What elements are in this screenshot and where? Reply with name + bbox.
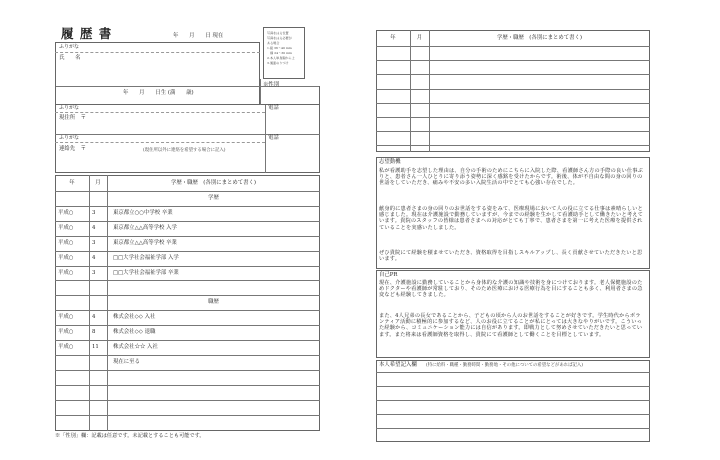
history-row-text: 株式会社☆☆ 入社 (113, 344, 158, 350)
right-history-row[interactable] (376, 46, 650, 47)
history-row-month: 3 (92, 209, 96, 216)
history-row[interactable] (55, 370, 320, 385)
history-section-heading: 職歴 (208, 299, 219, 306)
name-input[interactable] (85, 53, 255, 87)
history-row[interactable] (55, 266, 320, 281)
gender-divider (260, 79, 261, 105)
history-row-text: 東京都立△△高等学校 卒業 (113, 239, 177, 246)
right-history-row[interactable] (376, 60, 650, 61)
history-row-month: 4 (92, 314, 96, 321)
right-history-table (376, 30, 650, 152)
history-col-detail: 学歴・職歴 (各別にまとめて書く) (170, 180, 257, 186)
right-page (376, 30, 650, 442)
history-row[interactable] (55, 415, 320, 430)
phone-input-2[interactable] (267, 143, 317, 171)
contact-input[interactable] (95, 143, 260, 171)
right-col-month: 月 (416, 35, 423, 41)
history-row-year: 平成○ (58, 254, 74, 261)
history-row[interactable] (55, 280, 320, 295)
history-row[interactable] (55, 191, 320, 206)
self-pr-para-1: 現在、介護施設に勤務していることから身体的な介護の知識や技術を身につけております。老人保健施設のためドクターや看護師が常駐しており、そのため医療における医療行為を目にすることも多く、利用者さまの急変なども経験してきました。 (379, 280, 643, 299)
right-history-row[interactable] (376, 89, 650, 90)
history-row-text: 東京都立○○中学校 卒業 (113, 209, 173, 216)
contact-note: (現住所以外に連絡を希望する場合に記入) (143, 148, 226, 153)
motivation-para-2: 献身的に患者さまの身の回りのお世話をする姿をみて、医療現場において人の役に立てる仕事は素晴らしいと感じました。現在は介護施設で勤務していますが、今までの経験を生かして看護助手として働きたいと考えています。貴院のスタッフの皆様は患者さまへの対応がとても丁寧で、患者さまを第一に考えた医療を提供されていることを実感いたしました。 (379, 206, 643, 231)
furigana-input[interactable] (85, 43, 255, 51)
requests-line (376, 386, 650, 387)
history-row-month: 3 (92, 239, 96, 246)
history-row-month: 4 (92, 254, 96, 261)
address-furigana-label: ふりがな (59, 105, 80, 111)
phone-input[interactable] (267, 113, 317, 133)
requests-line (376, 428, 650, 429)
history-row[interactable] (55, 221, 320, 236)
right-history-row[interactable] (376, 74, 650, 75)
history-row-year: 平成○ (58, 224, 74, 231)
address-label: 現住所 〒 (59, 115, 86, 121)
resume-title: 履 歴 書 (61, 26, 113, 41)
right-month-divider (429, 30, 430, 152)
history-row-year: 平成○ (58, 269, 74, 276)
photo-box[interactable] (263, 27, 305, 79)
right-year-divider (410, 30, 411, 152)
self-pr-para-2: また、4人兄弟の長女であることから、子どもの頃から人のお世話をすることが好きです。学生時代からボランティア活動に積極的に参加するなど、人のお役に立てることが私にとっては大きなやりがいです。こういった経験から、コミュニケーション能力には自信があります。即戦力として努めさせていただきたいと思っています。また将来は看護師資格を取得し、貴院にて看護師として働くことを目標としています。 (379, 313, 643, 338)
history-section-heading: 学歴 (208, 195, 219, 201)
date-line: 年 月 日 現在 (173, 33, 224, 39)
history-row[interactable] (55, 400, 320, 415)
right-col-detail: 学歴・職歴 (各別にまとめて書く) (496, 35, 583, 41)
birth-line[interactable]: 年 月 日生 (満 歳) (123, 90, 194, 96)
history-row-text: □□大学社会福祉学部 卒業 (113, 269, 179, 276)
motivation-para-3: ぜひ貴院にて経験を積ませていただき、資格取得を目指しスキルアップし、長く貢献させていただきたいと思います。 (379, 250, 643, 263)
history-row-year: 平成○ (58, 314, 74, 321)
name-label: 氏 名 (59, 55, 81, 61)
contact-furigana-label: ふりがな (59, 135, 80, 141)
requests-note: (特に給料・職種・勤務時間・勤務地・その他についての希望などがあれば記入) (426, 363, 584, 368)
history-row-year: 平成○ (58, 239, 74, 246)
history-row[interactable] (55, 325, 320, 340)
requests-line (376, 400, 650, 401)
history-row-text: 株式会社◇◇ 入社 (113, 314, 156, 321)
footnote: ※「性別」欄：記載は任意です。未記載とすることも可能です。 (55, 433, 205, 439)
history-col-year: 年 (69, 180, 75, 186)
history-col-month: 月 (95, 180, 101, 186)
history-row[interactable] (55, 295, 320, 310)
right-col-year: 年 (390, 35, 396, 41)
right-history-row[interactable] (376, 103, 650, 104)
right-history-row[interactable] (376, 131, 650, 132)
history-row[interactable] (55, 236, 320, 251)
history-row-month: 8 (92, 329, 96, 336)
history-row[interactable] (55, 251, 320, 266)
left-page (55, 22, 321, 442)
history-row[interactable] (55, 355, 320, 370)
requests-line (376, 414, 650, 415)
history-row-year: 平成○ (58, 209, 74, 216)
history-row[interactable] (55, 206, 320, 221)
contact-label: 連絡先 〒 (59, 146, 86, 152)
requests-line (376, 372, 650, 373)
right-history-row[interactable] (376, 117, 650, 118)
address-input[interactable] (95, 113, 260, 133)
motivation-label: 志望動機 (379, 159, 401, 165)
furigana-label: ふりがな (59, 44, 80, 50)
history-row-year: 平成○ (58, 329, 74, 336)
right-history-row[interactable] (376, 145, 650, 146)
address-contact-divider (55, 134, 320, 135)
motivation-para-1: 私が看護助手を志望した理由は、自分の手術のためにこちらに入院した際、看護師さん方の手際の良い仕事ぶりと、患者さん一人ひとりに寄り添う姿勢に深く感銘を受けたからです。術後、体が不自由な間の身の回りの世話をしていただき、痛みや不安の多い入院生活の中でとても心強い存在でした。 (379, 168, 643, 187)
gender-label[interactable]: ※性別 (263, 82, 280, 88)
history-row-text: 現在に至る (113, 358, 140, 365)
history-row-year: 平成○ (58, 344, 74, 350)
phone-divider (265, 105, 266, 173)
phone-label-2: 電話 (268, 135, 279, 141)
requests-label: 本人希望記入欄 (379, 362, 417, 368)
history-row-month: 11 (92, 344, 99, 350)
history-row-month: 4 (92, 224, 96, 231)
history-row-text: 株式会社◇◇ 退職 (113, 329, 156, 336)
history-row-text: 東京都立△△高等学校 入学 (113, 224, 177, 231)
phone-label: 電話 (268, 105, 279, 111)
history-row[interactable] (55, 385, 320, 400)
photo-instructions: 写真をはる位置 写真をはる必要が ある場合 1.縦 36〜40 mm 横 24〜30 mm 2.本人単身胸から上 3.裏面のりづけ (267, 31, 295, 65)
history-row[interactable] (55, 310, 320, 325)
history-row-text: □□大学社会福祉学部 入学 (113, 254, 179, 261)
history-row-month: 3 (92, 269, 96, 276)
self-pr-label: 自己PR (379, 272, 398, 278)
history-row[interactable] (55, 340, 320, 355)
